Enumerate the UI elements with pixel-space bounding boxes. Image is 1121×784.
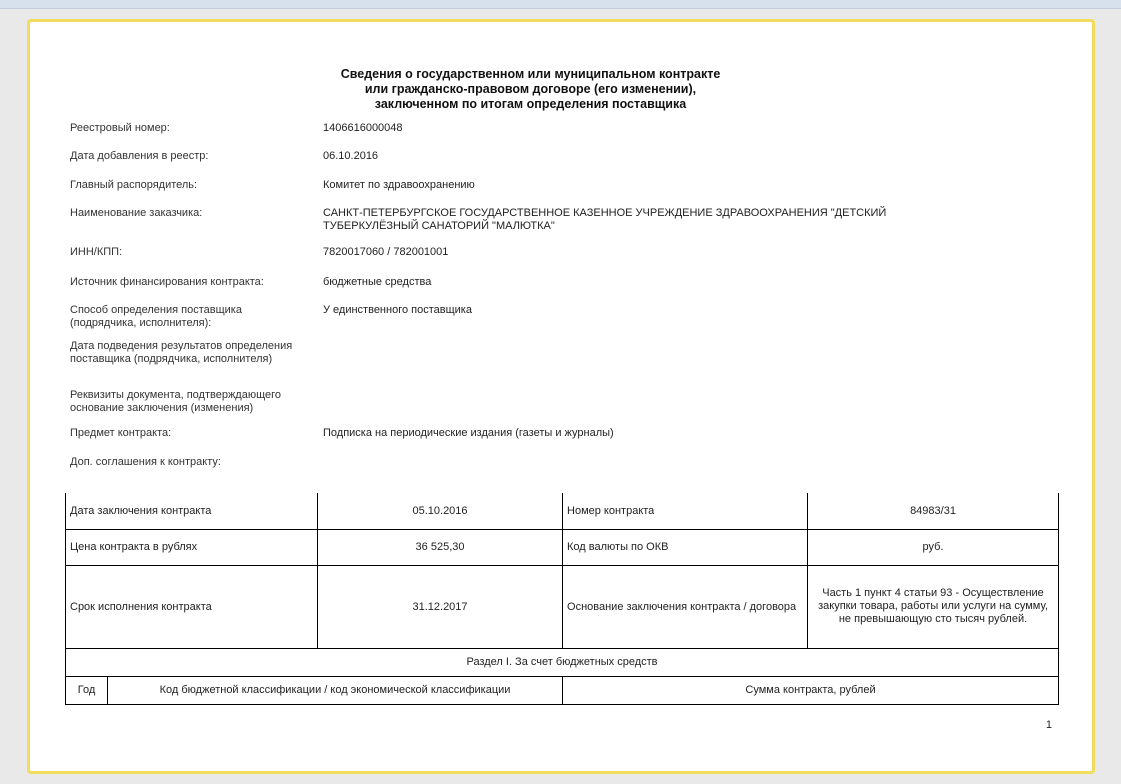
date-added-value: 06.10.2016 — [323, 150, 379, 162]
title-line-3: заключенном по итогам определения поставщика — [374, 97, 687, 111]
registry-number-value: 1406616000048 — [323, 122, 403, 134]
title-line-2: или гражданско-правовом договоре (его изменении), — [364, 82, 697, 96]
col-header-sum: Сумма контракта, рублей — [563, 676, 1059, 704]
table-row — [66, 529, 1059, 565]
contract-date-value: 05.10.2016 — [318, 493, 563, 529]
col-header-year: Год — [66, 676, 108, 704]
supplementary-label: Доп. соглашения к контракту: — [70, 456, 221, 468]
contract-date-label: Дата заключения контракта — [66, 493, 318, 529]
subject-label: Предмет контракта: — [70, 427, 172, 439]
funding-source-value: бюджетные средства — [323, 276, 432, 288]
contract-basis-label: Основание заключения контракта / договора — [563, 565, 808, 648]
document-title — [0, 67, 1063, 112]
contract-number-label: Номер контракта — [563, 493, 808, 529]
funding-source-label: Источник финансирования контракта: — [70, 276, 264, 288]
date-added-label: Дата добавления в реестр: — [70, 150, 209, 162]
supplier-method-value: У единственного поставщика — [323, 304, 472, 316]
table-row — [66, 648, 1059, 676]
subject-value: Подписка на периодические издания (газеты и журналы) — [323, 427, 614, 439]
page-number: 1 — [1045, 719, 1052, 731]
col-header-code: Код бюджетной классификации / код экономической классификации — [108, 676, 563, 704]
currency-code-label: Код валюты по ОКВ — [563, 529, 808, 565]
window-top-strip — [0, 0, 1121, 9]
customer-name-label: Наименование заказчика: — [70, 207, 203, 219]
inn-kpp-value: 7820017060 / 782001001 — [323, 246, 449, 258]
currency-code-value: руб. — [808, 529, 1059, 565]
contract-number-value: 84983/31 — [808, 493, 1059, 529]
table-row — [66, 565, 1059, 648]
contract-price-label: Цена контракта в рублях — [66, 529, 318, 565]
title-line-1: Сведения о государственном или муниципальном контракте — [340, 67, 721, 81]
table-row — [66, 493, 1059, 529]
chief-manager-label: Главный распорядитель: — [70, 179, 198, 191]
doc-details-label: Реквизиты документа, подтверждающего основание заключения (изменения) — [70, 389, 282, 414]
contract-price-value: 36 525,30 — [318, 529, 563, 565]
supplier-method-label: Способ определения поставщика (подрядчика, исполнителя): — [70, 304, 242, 329]
customer-name-value: САНКТ-ПЕТЕРБУРГСКОЕ ГОСУДАРСТВЕННОЕ КАЗЕННОЕ УЧРЕЖДЕНИЕ ЗДРАВООХРАНЕНИЯ "ДЕТСКИЙ ТУБЕРКУЛЁЗНЫЙ САНАТОРИЙ "МАЛЮТКА" — [323, 207, 887, 232]
results-date-label: Дата подведения результатов определения поставщика (подрядчика, исполнителя) — [70, 340, 293, 365]
registry-number-label: Реестровый номер: — [70, 122, 170, 134]
execution-term-value: 31.12.2017 — [318, 565, 563, 648]
contract-basis-value: Часть 1 пункт 4 статьи 93 - Осуществление закупки товара, работы или услуги на сумму, не превышающую сто тысяч рублей. — [808, 565, 1059, 648]
table-header-row — [66, 676, 1059, 704]
chief-manager-value: Комитет по здравоохранению — [323, 179, 475, 191]
inn-kpp-label: ИНН/КПП: — [70, 246, 123, 258]
contract-table — [65, 493, 1059, 705]
section-title: Раздел I. За счет бюджетных средств — [66, 648, 1059, 676]
document-page — [27, 19, 1095, 774]
execution-term-label: Срок исполнения контракта — [66, 565, 318, 648]
